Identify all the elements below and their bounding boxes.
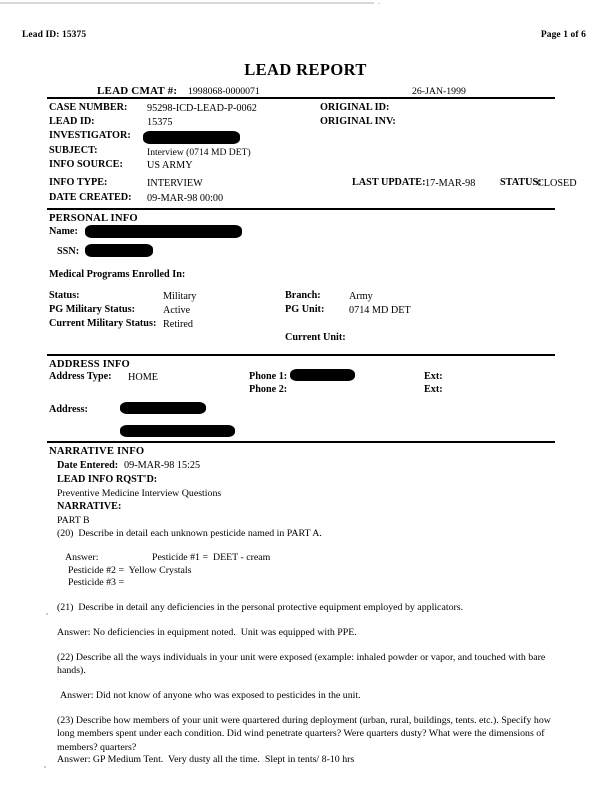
answer-21: Answer: No deficiencies in equipment noted. Unit was equipped with PPE. — [57, 627, 357, 638]
lead-id-value: 15375 — [147, 117, 173, 128]
case-number-label: CASE NUMBER: — [49, 102, 128, 113]
answer-22: Answer: Did not know of anyone who was exposed to pesticides in the unit. — [60, 690, 361, 701]
date-entered-value: 09-MAR-98 15:25 — [124, 460, 201, 471]
name-label: Name: — [49, 226, 78, 237]
info-source-value: US ARMY — [147, 160, 193, 171]
info-type-value: INTERVIEW — [147, 178, 203, 189]
original-id-label: ORIGINAL ID: — [320, 102, 390, 113]
date-created-value: 09-MAR-98 00:00 — [147, 193, 224, 204]
info-source-label: INFO SOURCE: — [49, 159, 123, 170]
narrative-part: PART B — [57, 515, 90, 526]
status-value-personal: Military — [163, 291, 197, 302]
lead-id-header-label: Lead ID: — [22, 30, 60, 40]
subject-label: SUBJECT: — [49, 145, 98, 156]
running-header — [0, 30, 611, 44]
question-22: (22) Describe all the ways individuals in your unit were exposed (example: inhaled powder or vapor, and touched with bare hands). — [57, 652, 546, 677]
scan-speck — [44, 766, 46, 768]
page-indicator: Page 1 of 6 — [540, 30, 586, 40]
lead-cmat-label: LEAD CMAT #: — [97, 85, 178, 97]
name-redaction — [85, 225, 242, 238]
narrative-label: NARRATIVE: — [57, 501, 122, 512]
divider-address-info — [47, 354, 555, 356]
question-23: (23) Describe how members of your unit were quartered during deployment (urban, rural, buildings, tents. etc.). Specify how long members spent under each condition. Did wind penetrate quarters? Were quarters dusty? What were the dimensions of members? quarters? — [57, 715, 551, 753]
current-military-status-value: Retired — [163, 319, 193, 330]
pg-unit-label: PG Unit: — [285, 304, 325, 315]
info-type-label: INFO TYPE: — [49, 177, 108, 188]
status-label: STATUS: — [500, 177, 542, 188]
phone2-label: Phone 2: — [249, 384, 288, 395]
date-entered-label: Date Entered: — [57, 460, 119, 471]
branch-value: Army — [349, 291, 373, 302]
lead-info-rqstd-value: Preventive Medicine Interview Questions — [57, 488, 222, 499]
phone1-label: Phone 1: — [249, 371, 288, 382]
date-created-label: DATE CREATED: — [49, 192, 132, 203]
ext1-label: Ext: — [424, 371, 443, 382]
address-redaction-line1 — [120, 402, 206, 414]
lead-info-rqstd-label: LEAD INFO RQST'D: — [57, 474, 158, 485]
answer-20-label: Answer: — [65, 552, 99, 563]
divider-top — [47, 97, 555, 99]
scan-artifact-line — [0, 2, 374, 4]
last-update-label: LAST UPDATE: — [352, 177, 426, 188]
address-redaction-line2 — [120, 425, 235, 437]
divider-narrative-info — [47, 441, 555, 443]
pg-military-status-label: PG Military Status: — [49, 304, 136, 315]
question-21: (21) Describe in detail any deficiencies in the personal protective equipment employed by applicators. — [57, 602, 464, 613]
status-value: CLOSED — [537, 178, 577, 189]
original-inv-label: ORIGINAL INV: — [320, 116, 396, 127]
lead-id-header-value: 15375 — [61, 30, 87, 40]
address-info-heading: ADDRESS INFO — [49, 359, 130, 370]
page-title: LEAD REPORT — [244, 60, 367, 79]
investigator-redaction — [143, 131, 240, 144]
ssn-redaction — [85, 244, 153, 257]
answer-23: Answer: GP Medium Tent. Very dusty all the time. Slept in tents/ 8-10 hrs — [57, 754, 355, 765]
pg-military-status-value: Active — [163, 305, 191, 316]
personal-info-heading: PERSONAL INFO — [49, 213, 138, 224]
scan-speck-2 — [46, 613, 48, 615]
subject-value: Interview (0714 MD DET) — [147, 147, 251, 158]
lead-cmat-date: 26-JAN-1999 — [412, 86, 466, 97]
scan-artifact-tick — [378, 3, 380, 4]
last-update-value: 17-MAR-98 — [425, 178, 476, 189]
status-label-personal: Status: — [49, 290, 80, 301]
divider-personal-info — [47, 208, 555, 210]
investigator-label: INVESTIGATOR: — [49, 130, 131, 141]
address-type-value: HOME — [128, 372, 158, 383]
case-number-value: 95298-ICD-LEAD-P-0062 — [147, 103, 257, 114]
address-type-label: Address Type: — [49, 371, 112, 382]
branch-label: Branch: — [285, 290, 321, 301]
narrative-info-heading: NARRATIVE INFO — [49, 446, 145, 457]
ssn-label: SSN: — [57, 246, 80, 257]
answer-20-pesticide-3: Pesticide #3 = — [68, 577, 125, 588]
address-label: Address: — [49, 404, 88, 415]
current-unit-label: Current Unit: — [285, 332, 346, 343]
current-military-status-label: Current Military Status: — [49, 318, 157, 329]
answer-20-pesticide-1: Pesticide #1 = DEET - cream — [152, 552, 271, 563]
pg-unit-value: 0714 MD DET — [349, 305, 411, 316]
lead-id-header — [22, 30, 86, 40]
ext2-label: Ext: — [424, 384, 443, 395]
lead-id-label: LEAD ID: — [49, 116, 95, 127]
medical-programs-label: Medical Programs Enrolled In: — [49, 269, 186, 280]
answer-20-pesticide-2: Pesticide #2 = Yellow Crystals — [68, 565, 192, 576]
question-20: (20) Describe in detail each unknown pesticide named in PART A. — [57, 528, 322, 539]
lead-cmat-value: 1998068-0000071 — [188, 86, 260, 97]
phone1-redaction — [290, 369, 355, 381]
